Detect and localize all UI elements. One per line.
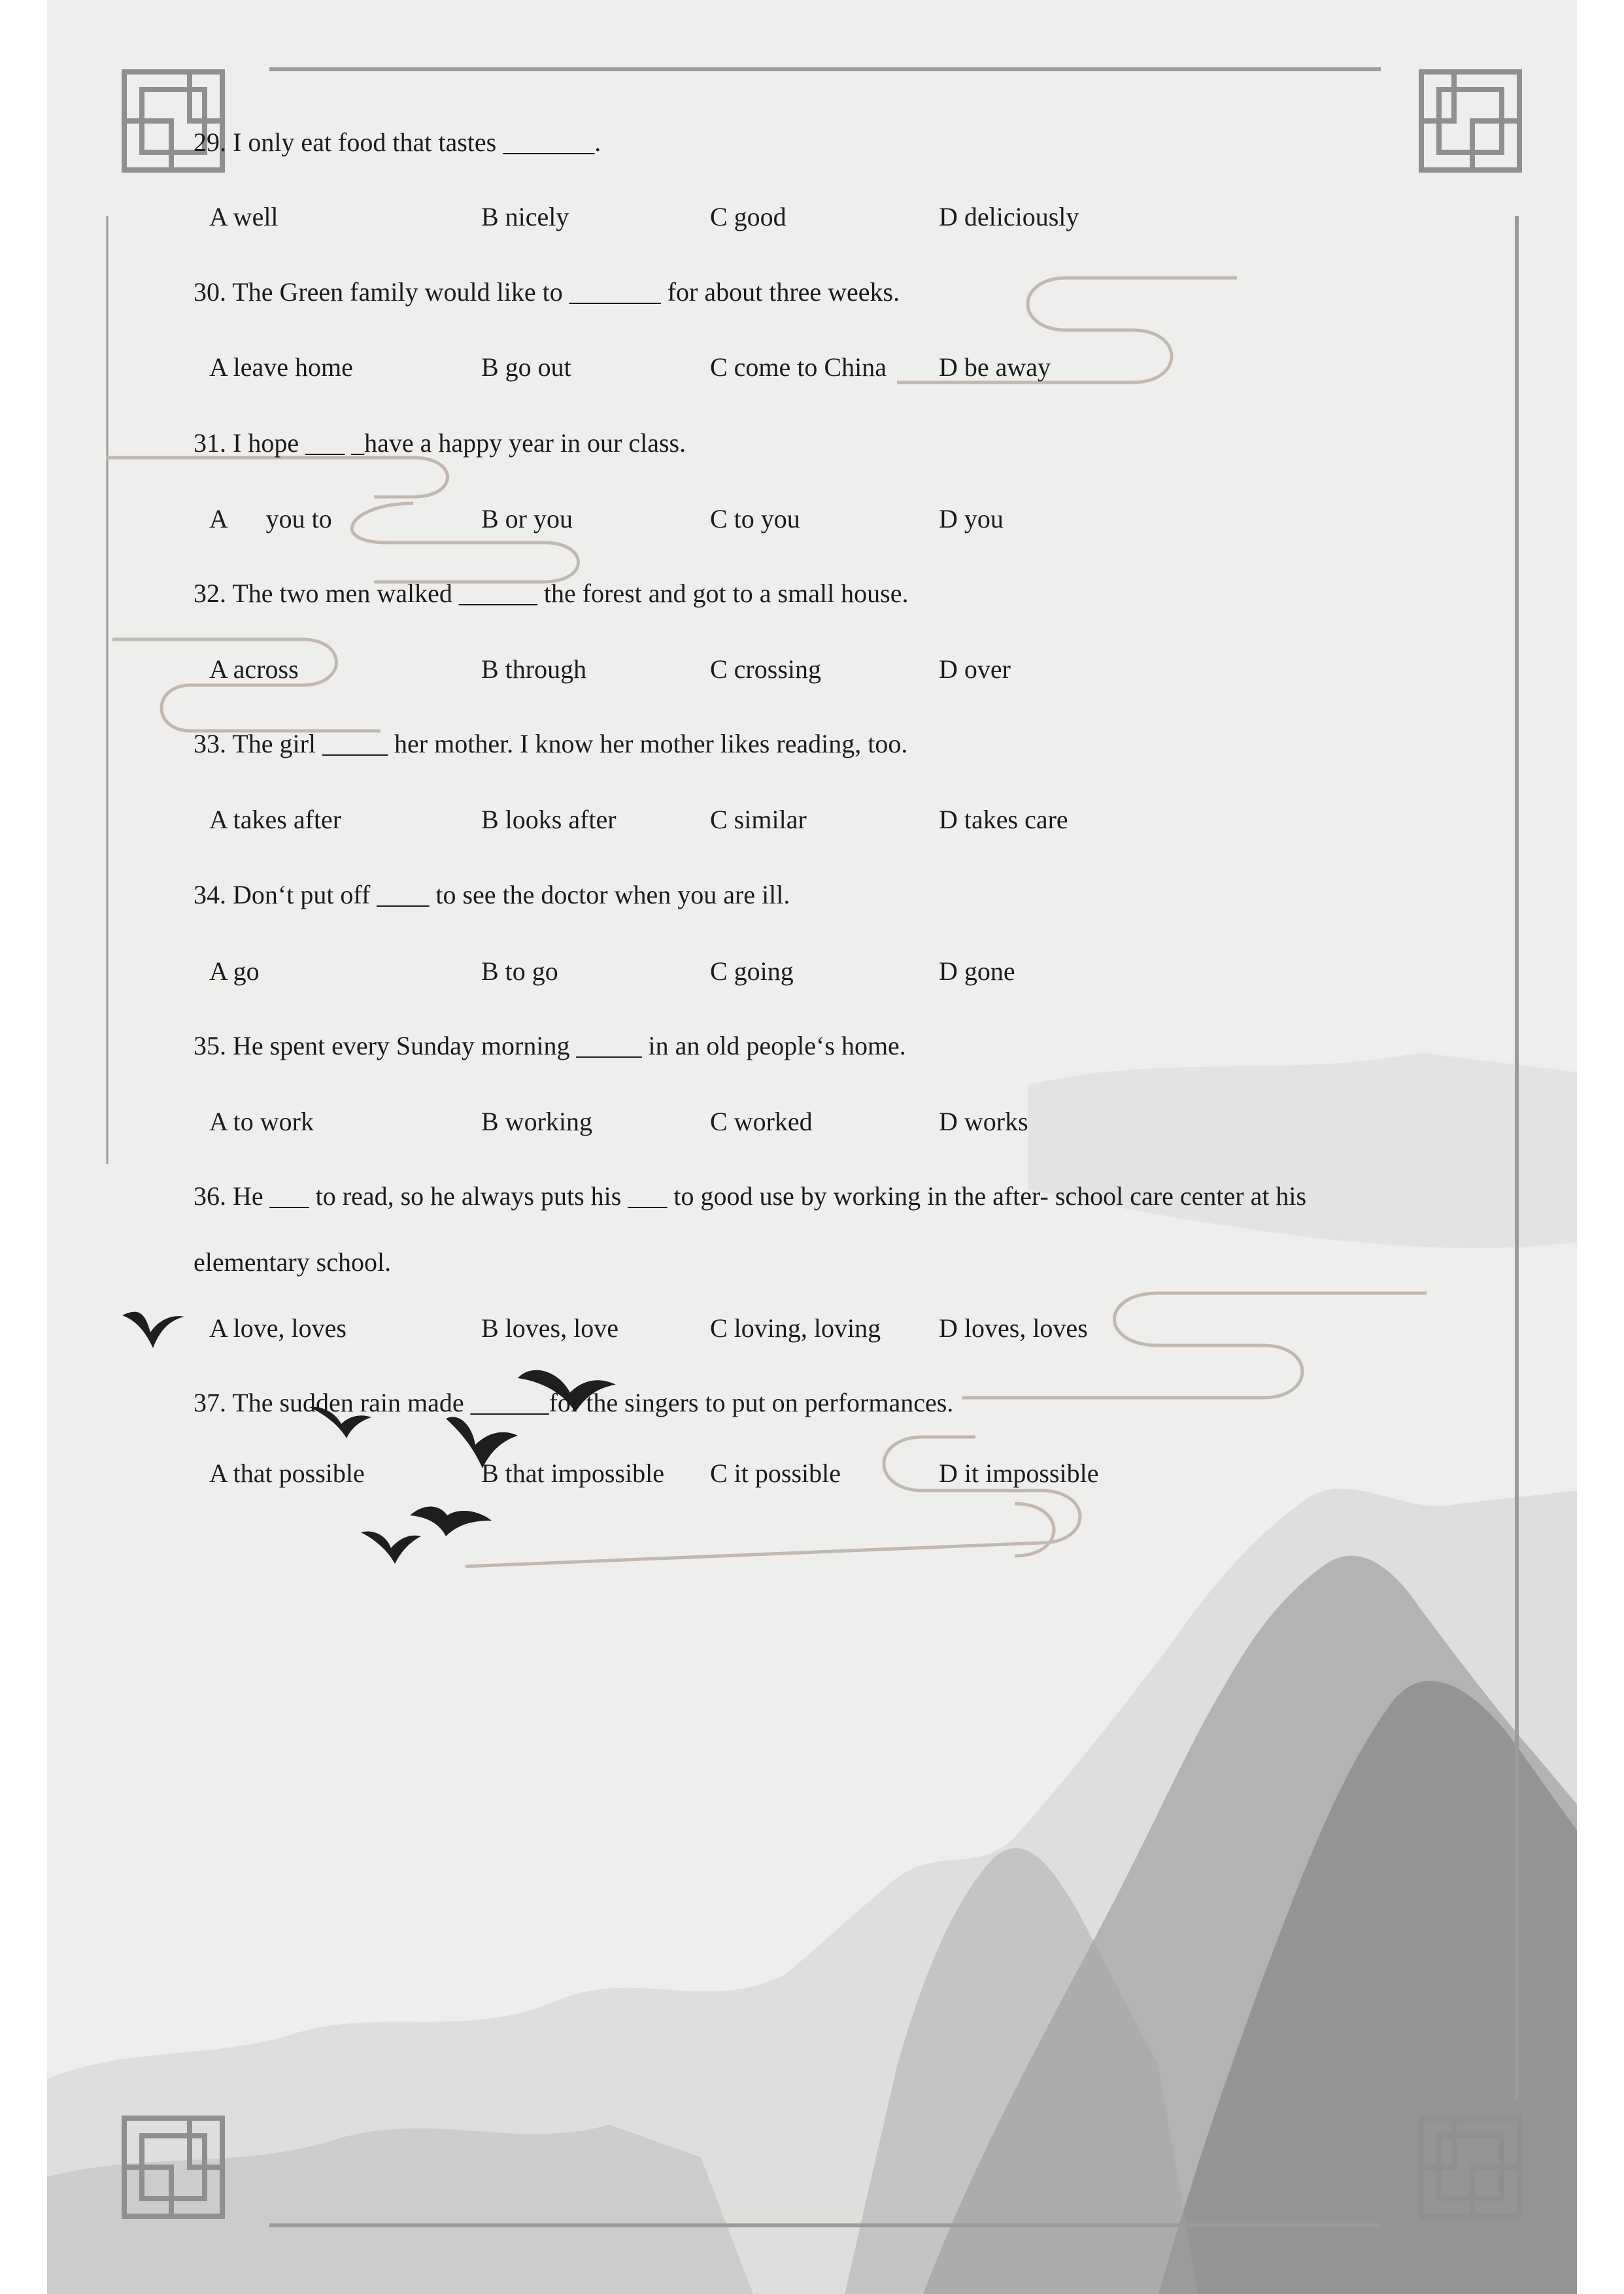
question-32: [194, 578, 909, 609]
option-c[interactable]: C crossing: [710, 654, 821, 684]
option-c[interactable]: C to you: [710, 504, 800, 533]
option-c[interactable]: C it possible: [710, 1459, 841, 1488]
question-number: 30.: [194, 277, 226, 307]
option-a[interactable]: A well: [209, 202, 279, 231]
question-29: [194, 127, 601, 158]
option-a[interactable]: A to work: [209, 1107, 314, 1136]
option-b[interactable]: B that impossible: [481, 1459, 664, 1488]
option-b[interactable]: B or you: [481, 504, 573, 533]
option-a[interactable]: A go: [209, 956, 260, 986]
option-d[interactable]: D deliciously: [939, 202, 1079, 231]
question-stem: The girl _____ her mother. I know her mother likes reading, too.: [232, 729, 908, 758]
question-stem: The Green family would like to _______ for about three weeks.: [232, 277, 900, 307]
corner-knot-icon: [1421, 72, 1519, 170]
option-b[interactable]: B go out: [481, 352, 571, 382]
question-35: [194, 1030, 906, 1061]
option-b[interactable]: B loves, love: [481, 1313, 618, 1343]
option-a[interactable]: A across: [209, 654, 299, 684]
option-c[interactable]: C good: [710, 202, 787, 231]
option-c[interactable]: C loving, loving: [710, 1313, 881, 1343]
cloud-swirl-icon: [106, 278, 1427, 1566]
option-c[interactable]: C come to China: [710, 352, 887, 382]
question-34: [194, 879, 790, 910]
question-number: 33.: [194, 729, 226, 758]
question-number: 35.: [194, 1031, 226, 1060]
option-b[interactable]: B working: [481, 1107, 592, 1136]
question-number: 37.: [194, 1388, 226, 1417]
option-d[interactable]: D be away: [939, 352, 1051, 382]
question-stem: I hope ___ _have a happy year in our class.: [233, 428, 686, 458]
option-d[interactable]: D you: [939, 504, 1004, 533]
option-b[interactable]: B looks after: [481, 805, 617, 834]
option-b[interactable]: B through: [481, 654, 587, 684]
bird-icon: [122, 1312, 616, 1564]
option-b[interactable]: B to go: [481, 956, 558, 986]
question-31: [194, 428, 686, 458]
question-36: [194, 1181, 1306, 1211]
question-number: 36.: [194, 1181, 226, 1211]
option-d[interactable]: D it impossible: [939, 1459, 1099, 1488]
option-d[interactable]: D works: [939, 1107, 1028, 1136]
question-stem: The two men walked ______ the forest and got to a small house.: [232, 579, 909, 608]
question-number: 34.: [194, 880, 226, 909]
option-d[interactable]: D gone: [939, 956, 1015, 986]
question-stem: The sudden rain made ______for the singers to put on performances.: [232, 1388, 954, 1417]
question-30: [194, 277, 900, 307]
question-number: 31.: [194, 428, 226, 458]
exam-page: [47, 0, 1577, 2294]
decor-layer: [47, 0, 1577, 2294]
question-stem: He ___ to read, so he always puts his ___ to good use by working in the after- school care center at his: [233, 1181, 1307, 1211]
option-a[interactable]: A that possible: [209, 1459, 365, 1488]
option-d[interactable]: D over: [939, 654, 1011, 684]
question-stem: He spent every Sunday morning _____ in an old people‘s home.: [233, 1031, 906, 1060]
option-c[interactable]: C worked: [710, 1107, 813, 1136]
option-a[interactable]: A leave home: [209, 352, 353, 382]
question-33: [194, 728, 907, 759]
question-36-continued: elementary school.: [194, 1247, 392, 1277]
option-d[interactable]: D loves, loves: [939, 1313, 1088, 1343]
question-stem: Don‘t put off ____ to see the doctor when you are ill.: [233, 880, 790, 909]
option-d[interactable]: D takes care: [939, 805, 1068, 834]
question-number: 32.: [194, 579, 226, 608]
option-a[interactable]: A takes after: [209, 805, 342, 834]
option-a[interactable]: A you to: [209, 504, 332, 533]
option-c[interactable]: C going: [710, 956, 794, 986]
option-b[interactable]: B nicely: [481, 202, 569, 231]
question-stem: I only eat food that tastes _______.: [233, 127, 601, 157]
option-a[interactable]: A love, loves: [209, 1313, 347, 1343]
ink-mountain-icon: [47, 1053, 1577, 2294]
option-c[interactable]: C similar: [710, 805, 807, 834]
question-37: [194, 1387, 953, 1418]
question-number: 29.: [194, 127, 226, 157]
